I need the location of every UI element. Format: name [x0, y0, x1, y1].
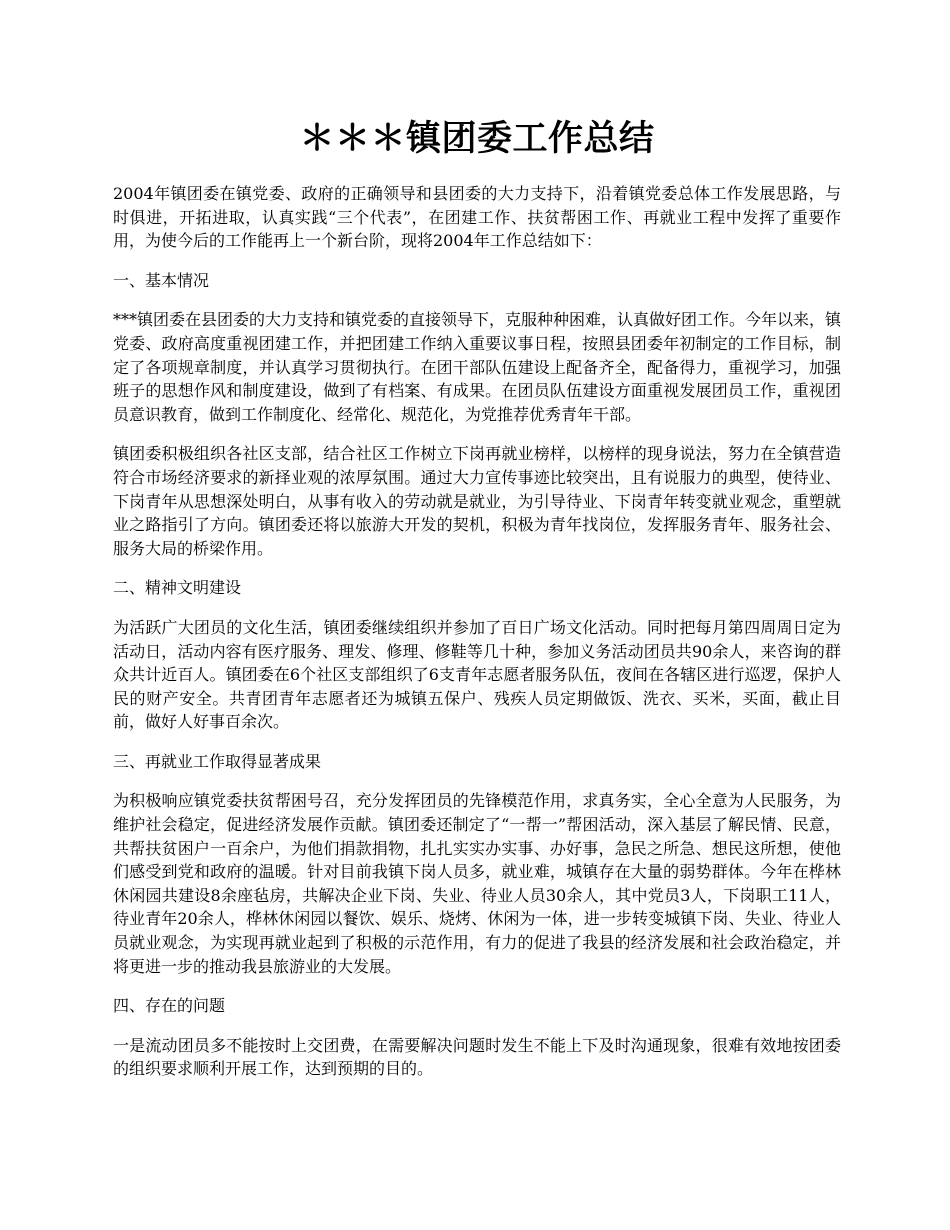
- section-paragraph: 一是流动团员多不能按时上交团费，在需要解决问题时发生不能上下及时沟通现象，很难有效地按团委的组织要求顺利开展工作，达到预期的目的。: [113, 1035, 841, 1079]
- section-paragraph: 为积极响应镇党委扶贫帮困号召，充分发挥团员的先锋模范作用，求真务实，全心全意为人民服务，为维护社会稳定，促进经济发展作贡献。镇团委还制定了“一帮一”帮困活动，深入基层了解民情、民意，共帮扶贫困户一百余户，为他们捐款捐物，扎扎实实办实事、办好事，急民之所急、想民这所想，使他们感受到党和政府的温暖。针对目前我镇下岗人员多，就业难，城镇存在大量的弱势群体。今年在桦林休闲园共建设8余座毡房，共解决企业下岗、失业、待业人员30余人，其中党员3人，下岗职工11人，待业青年20余人，桦林休闲园以餐饮、娱乐、烧烤、休闲为一体，进一步转变城镇下岗、失业、待业人员就业观念，为实现再就业起到了积极的示范作用，有力的促进了我县的经济发展和社会政治稳定，并将更进一步的推动我县旅游业的大发展。: [113, 791, 841, 976]
- document-title: ＊＊＊镇团委工作总结: [299, 118, 655, 159]
- section-heading-basic: 一、基本情况: [113, 270, 210, 290]
- section-heading-problems: 四、存在的问题: [113, 996, 226, 1016]
- section-heading-reemployment: 三、再就业工作取得显著成果: [113, 751, 322, 771]
- intro-paragraph: 2004年镇团委在镇党委、政府的正确领导和县团委的大力支持下，沿着镇党委总体工作发展思路，与时俱进，开拓进取，认真实践“三个代表”，在团建工作、扶贫帮困工作、再就业工程中发挥了重要作用，为使今后的工作能再上一个新台阶，现将2004年工作总结如下：: [113, 184, 841, 251]
- section-paragraph: 镇团委积极组织各社区支部，结合社区工作树立下岗再就业榜样，以榜样的现身说法，努力在全镇营造符合市场经济要求的新择业观的浓厚氛围。通过大力宣传事迹比较突出，且有说服力的典型，使待业、下岗青年从思想深处明白，从事有收入的劳动就是就业，为引导待业、下岗青年转变就业观念，重塑就业之路指引了方向。镇团委还将以旅游大开发的契机，积极为青年找岗位，发挥服务青年、服务社会、服务大局的桥梁作用。: [113, 444, 841, 558]
- section-paragraph: 为活跃广大团员的文化生活，镇团委继续组织并参加了百日广场文化活动。同时把每月第四周周日定为活动日，活动内容有医疗服务、理发、修理、修鞋等几十种，参加义务活动团员共90余人，来咨询的群众共计近百人。镇团委在6个社区支部组织了6支青年志愿者服务队伍，夜间在各辖区进行巡逻，保护人民的财产安全。共青团青年志愿者还为城镇五保户、残疾人员定期做饭、洗衣、买米，买面，截止目前，做好人好事百余次。: [113, 617, 841, 732]
- section-heading-civilization: 二、精神文明建设: [113, 578, 242, 598]
- document-page: [113, 110, 841, 1097]
- section-paragraph: ***镇团委在县团委的大力支持和镇党委的直接领导下，克服种种困难，认真做好团工作。今年以来，镇党委、政府高度重视团建工作，并把团建工作纳入重要议事日程，按照县团委年初制定的工作目标，制定了各项规章制度，并认真学习贯彻执行。在团干部队伍建设上配备齐全，配备得力，重视学习，加强班子的思想作风和制度建设，做到了有档案、有成果。在团员队伍建设方面重视发展团员工作，重视团员意识教育，做到工作制度化、经常化、规范化，为党推荐优秀青年干部。: [113, 310, 842, 424]
